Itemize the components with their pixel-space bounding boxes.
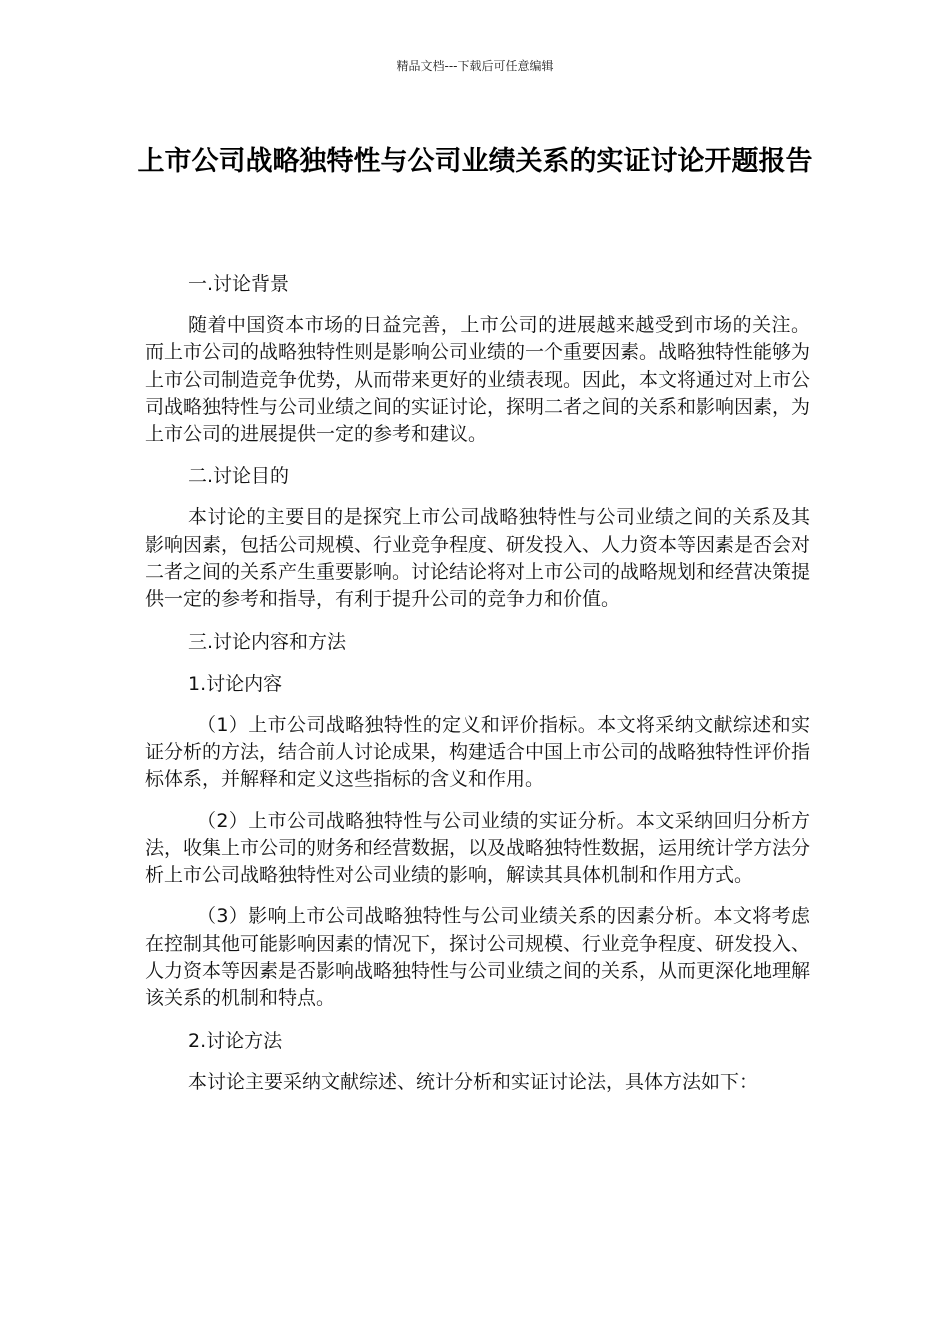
- section-heading-background: 一.讨论背景: [188, 273, 290, 295]
- list-item-2: （2）上市公司战略独特性与公司业绩的实证分析。本文采纳回归分析方法，收集上市公司的财务和经营数据，以及战略独特性数据，运用统计学方法分析上市公司战略独特性对公司业绩的影响，解读其具体机制和作用方式。: [145, 809, 811, 887]
- list-item-1: （1）上市公司战略独特性的定义和评价指标。本文将采纳文献综述和实证分析的方法，结合前人讨论成果，构建适合中国上市公司的战略独特性评价指标体系，并解释和定义这些指标的含义和作用。: [145, 713, 811, 791]
- subsection-heading-method: 2.讨论方法: [188, 1029, 283, 1052]
- header-note: 精品文档---下载后可任意编辑: [396, 59, 554, 73]
- section-heading-purpose: 二.讨论目的: [188, 465, 290, 488]
- subsection-heading-content: 1.讨论内容: [188, 672, 283, 695]
- paragraph-method: 本讨论主要采纳文献综述、统计分析和实证讨论法，具体方法如下：: [188, 1070, 759, 1093]
- paragraph-purpose: 本讨论的主要目的是探究上市公司战略独特性与公司业绩之间的关系及其影响因素，包括公司规模、行业竞争程度、研发投入、人力资本等因素是否会对二者之间的关系产生重要影响。讨论结论将对上市公司的战略规划和经营决策提供一定的参考和指导，有利于提升公司的竞争力和价值。: [145, 506, 811, 611]
- document-body: [145, 270, 810, 1110]
- document-title: 上市公司战略独特性与公司业绩关系的实证讨论开题报告: [137, 146, 813, 177]
- list-item-3: （3）影响上市公司战略独特性与公司业绩关系的因素分析。本文将考虑在控制其他可能影响因素的情况下，探讨公司规模、行业竞争程度、研发投入、人力资本等因素是否影响战略独特性与公司业绩之间的关系，从而更深化地理解该关系的机制和特点。: [145, 905, 811, 1010]
- section-heading-content-method: 三.讨论内容和方法: [188, 630, 347, 653]
- paragraph-background: 随着中国资本市场的日益完善，上市公司的进展越来越受到市场的关注。而上市公司的战略独特性则是影响公司业绩的一个重要因素。战略独特性能够为上市公司制造竞争优势，从而带来更好的业绩表现。因此，本文将通过对上市公司战略独特性与公司业绩之间的实证讨论，探明二者之间的关系和影响因素，为上市公司的进展提供一定的参考和建议。: [145, 314, 811, 446]
